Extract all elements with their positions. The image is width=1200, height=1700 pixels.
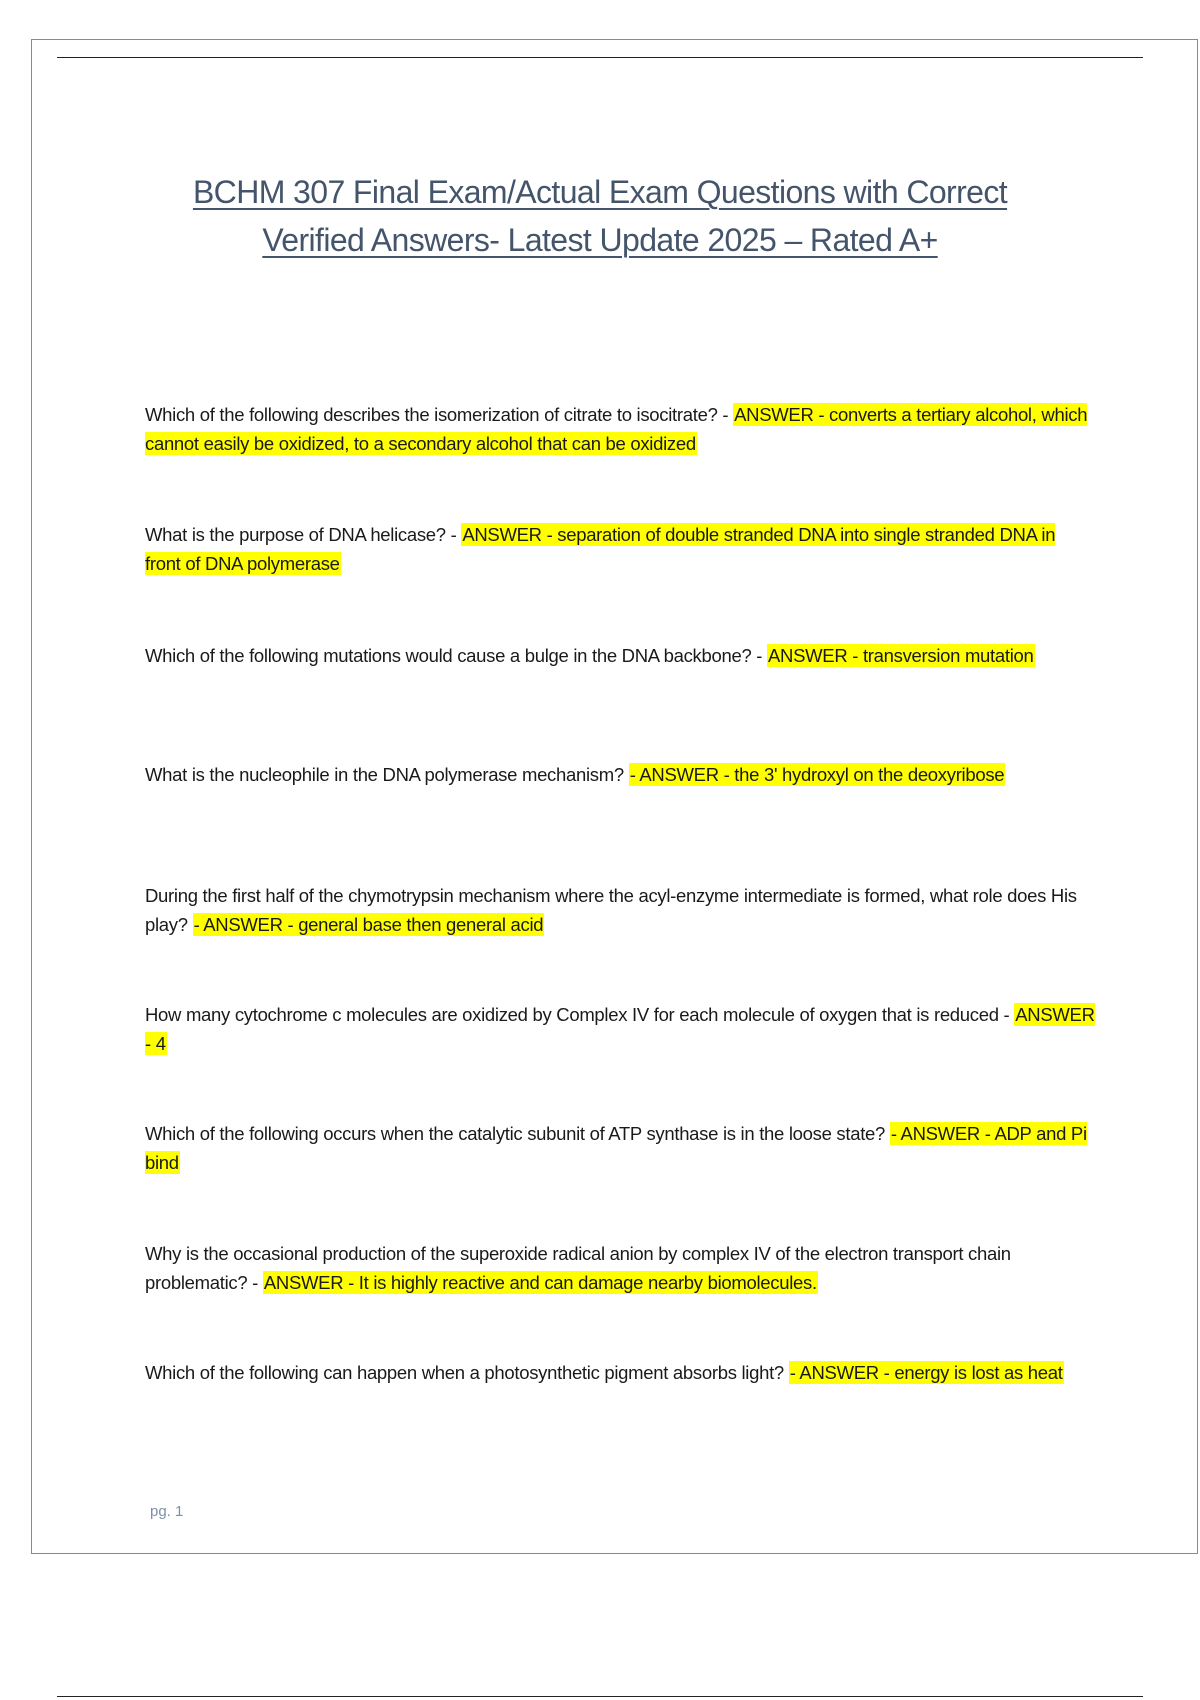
page-number: pg. 1 <box>150 1503 184 1520</box>
question-text: Which of the following occurs when the catalytic subunit of ATP synthase is in the loose state? <box>145 1123 890 1144</box>
qa-item-8 <box>145 1239 1095 1297</box>
qa-item-5 <box>145 881 1095 939</box>
question-text: During the first half of the chymotrypsin mechanism where the acyl-enzyme intermediate is formed, what role does His play? <box>145 885 1077 935</box>
next-page-header-rule <box>57 1696 1143 1697</box>
answer-highlight: - ANSWER - general base then general acid <box>193 914 544 935</box>
question-text: Why is the occasional production of the superoxide radical anion by complex IV of the electron transport chain problematic? - <box>145 1243 1011 1293</box>
qa-item-6 <box>145 1000 1095 1058</box>
document-title <box>130 168 1070 264</box>
question-text: Which of the following mutations would cause a bulge in the DNA backbone? - <box>145 645 767 666</box>
header-rule <box>57 57 1143 58</box>
answer-highlight: ANSWER - separation of double stranded DNA into single stranded DNA in front of DNA polymerase <box>145 524 1056 574</box>
title-line-1: BCHM 307 Final Exam/Actual Exam Questions with Correct <box>192 174 1008 210</box>
answer-highlight: ANSWER - It is highly reactive and can damage nearby biomolecules. <box>263 1272 817 1293</box>
question-text: Which of the following can happen when a photosynthetic pigment absorbs light? <box>145 1362 789 1383</box>
answer-highlight: ANSWER - converts a tertiary alcohol, which cannot easily be oxidized, to a secondary alcohol that can be oxidized <box>145 404 1088 454</box>
page-frame <box>31 39 1198 1554</box>
title-line-2: Verified Answers- Latest Update 2025 – Rated A+ <box>262 222 938 258</box>
answer-highlight: - ANSWER - the 3' hydroxyl on the deoxyribose <box>629 764 1005 785</box>
qa-item-1 <box>145 400 1095 458</box>
answer-highlight: - ANSWER - ADP and Pi bind <box>145 1123 1087 1173</box>
question-text: What is the nucleophile in the DNA polymerase mechanism? <box>145 764 629 785</box>
qa-item-3 <box>145 641 1095 670</box>
question-text: How many cytochrome c molecules are oxidized by Complex IV for each molecule of oxygen that is reduced - <box>145 1004 1015 1025</box>
answer-highlight: - ANSWER - energy is lost as heat <box>789 1362 1063 1383</box>
answer-highlight: ANSWER - 4 <box>145 1004 1095 1054</box>
qa-item-4 <box>145 760 1095 789</box>
question-text: Which of the following describes the isomerization of citrate to isocitrate? - <box>145 404 734 425</box>
qa-item-2 <box>145 520 1095 578</box>
question-text: What is the purpose of DNA helicase? - <box>145 524 462 545</box>
qa-item-9 <box>145 1358 1095 1387</box>
qa-item-7 <box>145 1119 1095 1177</box>
answer-highlight: ANSWER - transversion mutation <box>768 645 1034 666</box>
